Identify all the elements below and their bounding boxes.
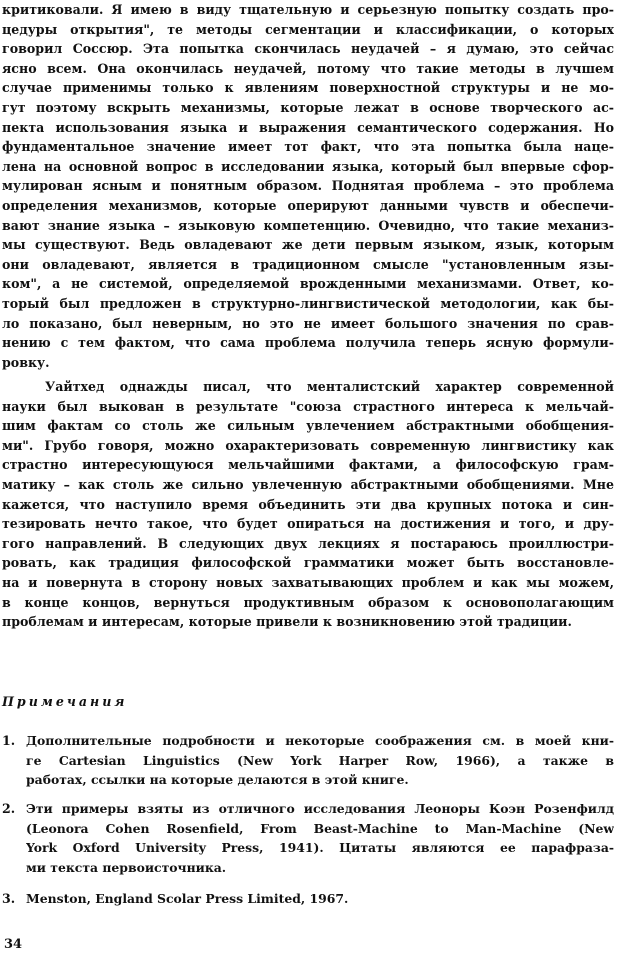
- text-line: лена на основной вопрос в исследовании языка, который был впервые сфор-: [2, 158, 614, 174]
- text-line: мы существуют. Ведь овладевают же дети первым языком, язык, которым: [2, 237, 614, 253]
- text-line: тезировать нечто такое, что будет опираться на достижения и того, и дру-: [2, 516, 614, 532]
- note-text: [26, 889, 614, 909]
- body-paragraph-1: [2, 0, 614, 372]
- text-line: случае применимы только к явлениям поверхностной структуры и не мо-: [2, 80, 614, 96]
- text-line: шим фактам со столь же сильным увлечением абстрактными обобщения-: [2, 418, 614, 434]
- text-line: ровать, как традиция философской грамматики может быть восстановле-: [2, 555, 614, 571]
- text-line: кажется, что наступило время объединить эти два крупных потока и син-: [2, 496, 614, 512]
- text-line: York Oxford University Press, 1941). Цитаты являются ее парафраза-: [26, 840, 614, 856]
- text-line: критиковали. Я имею в виду тщательную и серьезную попытку создать про-: [2, 2, 614, 17]
- text-line: ровку.: [2, 354, 50, 370]
- text-line: торый был предложен в структурно-лингвистической методологии, как бы-: [2, 295, 614, 311]
- notes-heading: Примечания: [2, 694, 128, 709]
- text-line: цедуры открытия", те методы сегментации и классификации, о которых: [2, 21, 614, 37]
- page-number: 34: [4, 937, 23, 952]
- text-line: работах, ссылки на которые делаются в этой книге.: [26, 772, 409, 788]
- text-line: Menston, England Scolar Press Limited, 1967.: [26, 891, 349, 906]
- text-line: мулирован ясным и понятным образом. Поднятая проблема – это проблема: [2, 178, 614, 194]
- text-line: гого направлений. В следующих двух лекциях я постараюсь проиллюстри-: [2, 535, 614, 551]
- text-line: страстно интересующуюся мельчайшими фактами, а философскую грам-: [2, 457, 614, 473]
- text-line: они овладевают, является в традиционном смысле "установленным язы-: [2, 256, 614, 272]
- text-line: науки был выкован в результате "союза страстного интереса к мельчай-: [2, 398, 614, 414]
- note-number: 2.: [2, 801, 16, 816]
- note-number: 1.: [2, 733, 16, 748]
- text-line: матику – как столь же сильно увлеченную абстрактными обобщениями. Мне: [2, 476, 614, 492]
- text-line: пекта использования языка и выражения семантического содержания. Но: [2, 119, 614, 135]
- text-line: Дополнительные подробности и некоторые соображения см. в моей кни-: [26, 733, 614, 748]
- note-text: [26, 731, 614, 790]
- text-line: ло показано, был неверным, но это не имеет большого значения по срав-: [2, 315, 614, 331]
- text-line: нению с тем фактом, что сама проблема получила теперь ясную формули-: [2, 335, 614, 351]
- text-line: в конце концов, вернуться продуктивным образом к основополагающим: [2, 594, 614, 610]
- note-text: [26, 799, 614, 877]
- text-line: говорил Соссюр. Эта попытка скончилась неудачей – я думаю, это сейчас: [2, 41, 614, 57]
- text-line: на и повернута в сторону новых захватывающих проблем и как мы можем,: [2, 574, 614, 590]
- body-paragraph-2: [2, 377, 614, 632]
- text-line: ге Cartesian Linguistics (New York Harper Row, 1966), а также в: [26, 752, 614, 768]
- text-line: определения механизмов, которые оперируют данными чувств и обеспечи-: [2, 197, 614, 213]
- text-line: (Leonora Cohen Rosenfield, From Beast-Machine to Man-Machine (New: [26, 820, 614, 836]
- text-line: проблемам и интересам, которые привели к возникновению этой традиции.: [2, 614, 572, 630]
- text-line: гут поэтому вскрыть механизмы, которые лежат в основе творческого ас-: [2, 99, 614, 115]
- text-line: ясно всем. Она окончилась неудачей, потому что такие методы в лучшем: [2, 60, 614, 76]
- note-number: 3.: [2, 891, 16, 906]
- text-line: вают знание языка – языковую компетенцию. Очевидно, что такие механиз-: [2, 217, 614, 233]
- text-line: Уайтхед однажды писал, что менталистский характер современной: [45, 379, 614, 394]
- text-line: ми текста первоисточника.: [26, 859, 227, 875]
- text-line: ми". Грубо говоря, можно охарактеризовать современную лингвистику как: [2, 437, 614, 453]
- text-line: ком", а не системой, определяемой врожденными механизмами. Ответ, ко-: [2, 276, 614, 292]
- text-line: Эти примеры взяты из отличного исследования Леоноры Коэн Розенфилд: [26, 801, 614, 816]
- text-line: фундаментальное значение имеет тот факт, что эта попытка была наце-: [2, 139, 614, 155]
